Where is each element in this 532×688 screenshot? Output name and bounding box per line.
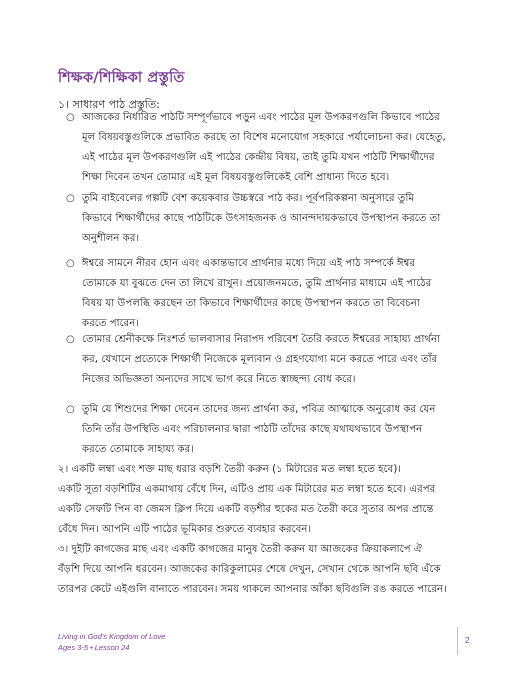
- text-line: কিভাবে শিক্ষার্থীদের কাছে পাঠটিকে উৎসাহজনক ও আনন্দদায়কভাবে উপস্থাপন করতে তা: [82, 213, 441, 224]
- bullet-text: [82, 108, 484, 188]
- text-line: শিক্ষা দিবেন তখন তোমার এই মূল বিষয়বস্তুগুলিকেই বেশি প্রাধান্য দিতে হবে।: [82, 172, 390, 183]
- footer-ages-lesson: Ages 3-5 • Lesson 24: [58, 643, 130, 652]
- bullet-circle-icon: ○: [66, 193, 75, 204]
- text-line: তুমি বাইবেলের গল্পটি বেশ কয়েকবার উচ্চস্বরে পাঠ কর। পূর্বপরিকল্পনা অনুসারে তুমি: [82, 193, 415, 204]
- text-line: একটি সুতা বড়শিটির একমাথায় বেঁধে দিন, এটিও প্রায় এক মিটারের মত লম্বা হতে হবে। এরপর: [58, 484, 436, 495]
- text-line: করতে তোমাকে সাহায্য কর।: [82, 444, 194, 455]
- bullet-item: [66, 330, 484, 392]
- bullet-text: [82, 254, 484, 334]
- text-line: ২। একটি লম্বা এবং শক্ত মাছ ধরার বড়শি তৈরী করুন (১ মিটারের মত লম্বা হতে হবে)।: [58, 464, 401, 475]
- text-line: নিজের অভিজ্ঞতা অন্যদের সাথে ভাগ করে নিতে স্বাচ্ছন্দ্য বোধ করে।: [82, 374, 356, 385]
- footer-series-title: Living in God's Kingdom of Love: [58, 632, 166, 641]
- step-paragraph: [58, 540, 488, 600]
- text-line: অনুশীলন কর।: [82, 233, 140, 244]
- text-line: তোমার শ্রেনীকক্ষে নিঃশর্ত ভালবাসার নিরাপদ পরিবেশ তৈরি করতে ঈশ্বরের সাহায্য প্রার্থনা: [82, 334, 441, 345]
- text-line: ৩। দুইটি কাগজের মাছ এবং একটি কাগজের মানুষ তৈরী করুন যা আজকের ক্রিয়াকলাপে ঐ: [58, 544, 423, 555]
- text-line: ঈশ্বরে সামনে নীরব হোন এবং একান্তভাবে প্রার্থনার মধ্যে দিয়ে এই পাঠ সম্পর্কে ঈশ্বর: [82, 258, 416, 269]
- step-paragraph: [58, 460, 488, 540]
- bullet-item: [66, 254, 484, 336]
- bullet-text: [82, 330, 484, 390]
- text-line: মূল বিষয়বস্তুগুলিকে প্রভাবিত করছে তা বিশেষ মনোযোগ সহকারে পর্যালোচনা কর। যেহেতু,: [82, 132, 446, 143]
- footer-divider: [457, 627, 458, 655]
- bullet-circle-icon: ○: [66, 334, 75, 345]
- bullet-circle-icon: ○: [66, 404, 75, 415]
- text-line: আজকের নির্ধারিত পাঠটি সম্পূর্ণভাবে পড়ুন এবং পাঠের মূল উপকরণগুলি কিভাবে পাঠের: [82, 112, 440, 123]
- bullet-item: [66, 108, 484, 190]
- footer-series: [58, 631, 165, 653]
- text-line: তোমাকে যা বুঝতে দেন তা লিখে রাখুন। প্রয়োজনমতে, তুমি প্রার্থনার মাধ্যমে এই পাঠের: [82, 278, 432, 289]
- bullet-circle-icon: ○: [66, 258, 75, 269]
- bullet-circle-icon: ○: [66, 112, 75, 123]
- text-line: কর, যেখানে প্রত্যেকে শিক্ষার্থী নিজেকে মূল্যবান ও গ্রহণযোগ্য মনে করতে পারে এবং তাঁর: [82, 354, 438, 365]
- prep-heading: ১। সাধারণ পাঠ প্রস্তুতি:: [58, 98, 160, 111]
- bullet-item: [66, 189, 484, 251]
- page-number: 2: [465, 636, 470, 645]
- text-line: বঁড়শি দিয়ে আপনি ধরবেন। আজকের কারিকুলামের শেষে দেখুন, সেখান থেকে আপনি ছবি এঁকে: [58, 564, 441, 575]
- text-line: একটি সেফটি পিন বা জেমস ক্লিপ দিয়ে একটি বড়শীর হুকের মত তৈরী করে সুতার অপর প্রান্তে: [58, 504, 434, 515]
- text-line: এই পাঠের মূল উপকরণগুলি এই পাঠের কেন্দ্রীয় বিষয়, তাই তুমি যখন পাঠটি শিক্ষার্থীদের: [82, 152, 435, 163]
- bullet-text: [82, 400, 484, 460]
- text-line: বিষয় যা উপলব্ধি করছেন তা কিভাবে শিক্ষার্থীদের কাছে উপস্থাপন করতে তা বিবেচনা: [82, 298, 420, 309]
- text-line: তারপর কেটে এইগুলি বানাতে পারবেন। সময় থাকলে আপনার আঁকা ছবিগুলি রঙ করতে পারেন।: [58, 584, 447, 595]
- text-line: তিনি তাঁর উপস্থিতি এবং পরিচালনার দ্বারা পাঠটি তাঁদের কাছে যথাযথভাবে উপস্থাপন: [82, 424, 423, 435]
- section-title: শিক্ষক/শিক্ষিকা প্রস্তুতি: [58, 70, 185, 86]
- text-line: তুমি যে শিশুদের শিক্ষা দেবেন তাদের জন্য প্রার্থনা কর, পবিত্র আত্মাকে অনুরোধ কর যেন: [82, 404, 436, 415]
- text-line: বেঁধে দিন। আপনি এটি পাঠের ভূমিকার শুরুতে ব্যবহার করবেন।: [58, 524, 312, 535]
- text-line: করতে পারেন।: [82, 318, 139, 329]
- bullet-item: [66, 400, 484, 462]
- bullet-text: [82, 189, 484, 249]
